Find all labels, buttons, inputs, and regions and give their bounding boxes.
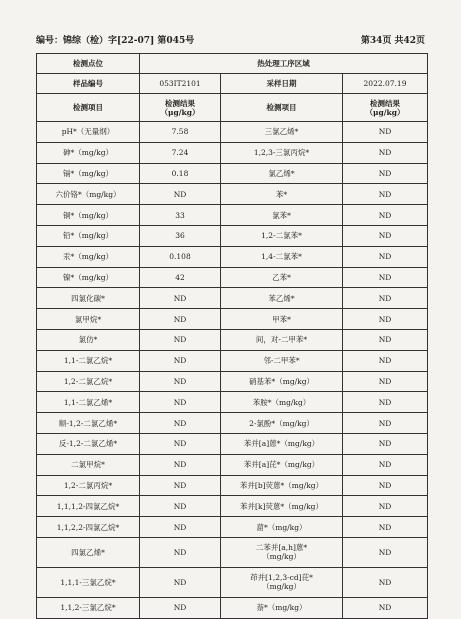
col-result-left-label: 检测结果 xyxy=(165,98,195,108)
result-right: ND xyxy=(343,454,428,475)
result-left: 36 xyxy=(140,225,221,246)
table-row xyxy=(37,142,428,163)
item-left: 镉*（mg/kg） xyxy=(37,163,140,184)
sample-row xyxy=(37,74,428,94)
result-left: 0.18 xyxy=(140,163,221,184)
result-right: ND xyxy=(343,392,428,413)
item-right: 苯并[k]荧蒽*（mg/kg） xyxy=(221,496,343,517)
report-header xyxy=(36,33,425,46)
item-left: 六价铬*（mg/kg） xyxy=(37,184,140,205)
item-left: 1,1,2,2-四氯乙烷* xyxy=(37,517,140,538)
item-left: 镍*（mg/kg） xyxy=(37,267,140,288)
location-row xyxy=(37,54,428,74)
table-row xyxy=(37,205,428,226)
result-left: ND xyxy=(140,329,221,350)
result-left: ND xyxy=(140,392,221,413)
sample-date-value: 2022.07.19 xyxy=(343,74,428,94)
table-row xyxy=(37,288,428,309)
result-right: ND xyxy=(343,371,428,392)
item-right-name: 茚并[1,2,3-cd]芘* xyxy=(250,573,313,583)
item-right-unit: （mg/kg） xyxy=(262,552,301,562)
result-left: 42 xyxy=(140,267,221,288)
item-left: 1,2-二氯丙烷* xyxy=(37,475,140,496)
column-header-row xyxy=(37,94,428,122)
item-left: 二氯甲烷* xyxy=(37,454,140,475)
result-left: ND xyxy=(140,496,221,517)
item-right: 乙苯* xyxy=(221,267,343,288)
col-result-right-label: 检测结果 xyxy=(370,98,401,108)
result-left: ND xyxy=(140,517,221,538)
item-left: 氯甲烷* xyxy=(37,309,140,330)
result-right: ND xyxy=(343,496,428,517)
results-table xyxy=(36,53,428,619)
table-row xyxy=(37,225,428,246)
item-left: 铜*（mg/kg） xyxy=(37,205,140,226)
table-row xyxy=(37,454,428,475)
table-row xyxy=(37,392,428,413)
item-left: 反-1,2-二氯乙烯* xyxy=(37,433,140,454)
result-left: ND xyxy=(140,371,221,392)
item-right: 硝基苯*（mg/kg） xyxy=(221,371,343,392)
item-left: 1,1-二氯乙烯* xyxy=(37,392,140,413)
table-row xyxy=(37,517,428,538)
item-left: 顺-1,2-二氯乙烯* xyxy=(37,413,140,434)
item-right: 䓛*（mg/kg） xyxy=(221,517,343,538)
table-row xyxy=(37,267,428,288)
result-right: ND xyxy=(343,475,428,496)
item-right: 苯并[b]荧蒽*（mg/kg） xyxy=(221,475,343,496)
item-right: 1,2-二氯苯* xyxy=(221,225,343,246)
item-left: 1,1-二氯乙烷* xyxy=(37,350,140,371)
location-value: 热处理工序区域 xyxy=(140,54,428,74)
item-right: 三氯乙烯* xyxy=(221,122,343,143)
col-result-right xyxy=(343,94,428,122)
table-row xyxy=(37,329,428,350)
col-result-right-unit: （μg/kg） xyxy=(365,107,405,117)
result-right: ND xyxy=(343,537,428,567)
table-row xyxy=(37,309,428,330)
result-left: ND xyxy=(140,454,221,475)
result-right: ND xyxy=(343,329,428,350)
item-left: 四氯化碳* xyxy=(37,288,140,309)
result-right: ND xyxy=(343,567,428,597)
item-left: 砷*（mg/kg） xyxy=(37,142,140,163)
col-result-left xyxy=(140,94,221,122)
result-right: ND xyxy=(343,184,428,205)
item-right: 萘*（mg/kg） xyxy=(221,597,343,618)
location-label: 检测点位 xyxy=(37,54,140,74)
result-right: ND xyxy=(343,350,428,371)
result-left: ND xyxy=(140,350,221,371)
table-row xyxy=(37,475,428,496)
result-left: ND xyxy=(140,475,221,496)
table-row xyxy=(37,371,428,392)
result-left: ND xyxy=(140,597,221,618)
sample-date-label: 采样日期 xyxy=(221,74,343,94)
result-left: ND xyxy=(140,413,221,434)
result-left: ND xyxy=(140,184,221,205)
table-row xyxy=(37,597,428,618)
col-item-right: 检测项目 xyxy=(221,94,343,122)
table-row xyxy=(37,350,428,371)
result-right: ND xyxy=(343,225,428,246)
col-result-left-unit: （μg/kg） xyxy=(160,107,200,117)
table-row xyxy=(37,122,428,143)
result-left: ND xyxy=(140,537,221,567)
report-number: 编号：锦综（检）字[22-07] 第045号 xyxy=(36,36,195,46)
item-right: 苯胺*（mg/kg） xyxy=(221,392,343,413)
item-left: pH*（无量纲） xyxy=(37,122,140,143)
result-right: ND xyxy=(343,122,428,143)
result-left: ND xyxy=(140,288,221,309)
result-left: 7.24 xyxy=(140,142,221,163)
item-right: 苯乙烯* xyxy=(221,288,343,309)
item-right-name: 二苯并[a,h]蒽* xyxy=(255,543,308,553)
result-left: ND xyxy=(140,567,221,597)
result-left: 7.58 xyxy=(140,122,221,143)
result-right: ND xyxy=(343,413,428,434)
col-item-left: 检测项目 xyxy=(37,94,140,122)
sample-id-value: 053IT2101 xyxy=(140,74,221,94)
item-right: 甲苯* xyxy=(221,309,343,330)
result-right: ND xyxy=(343,517,428,538)
item-right: 间，对-二甲苯* xyxy=(221,329,343,350)
table-row xyxy=(37,246,428,267)
result-right: ND xyxy=(343,246,428,267)
item-left: 1,1,1-三氯乙烷* xyxy=(37,567,140,597)
item-left: 1,1,1,2-四氯乙烷* xyxy=(37,496,140,517)
result-left: 33 xyxy=(140,205,221,226)
page-indicator: 第34页 共42页 xyxy=(360,36,425,46)
table-row xyxy=(37,433,428,454)
item-right: 苯并[a]芘*（mg/kg） xyxy=(221,454,343,475)
result-right: ND xyxy=(343,205,428,226)
result-right: ND xyxy=(343,597,428,618)
item-right: 1,4-二氯苯* xyxy=(221,246,343,267)
item-right xyxy=(221,537,343,567)
result-left: ND xyxy=(140,433,221,454)
result-right: ND xyxy=(343,288,428,309)
table-row xyxy=(37,567,428,597)
result-right: ND xyxy=(343,267,428,288)
item-right: 氯苯* xyxy=(221,205,343,226)
item-left: 氯仿* xyxy=(37,329,140,350)
item-right: 2-氯酚*（mg/kg） xyxy=(221,413,343,434)
result-right: ND xyxy=(343,142,428,163)
table-row xyxy=(37,163,428,184)
result-right: ND xyxy=(343,433,428,454)
item-left: 汞*（mg/kg） xyxy=(37,246,140,267)
item-left: 铅*（mg/kg） xyxy=(37,225,140,246)
item-left: 四氯乙烯* xyxy=(37,537,140,567)
result-right: ND xyxy=(343,309,428,330)
item-right: 苯并[a]蒽*（mg/kg） xyxy=(221,433,343,454)
item-right: 邻-二甲苯* xyxy=(221,350,343,371)
table-row xyxy=(37,496,428,517)
result-left: ND xyxy=(140,309,221,330)
result-right: ND xyxy=(343,163,428,184)
item-right xyxy=(221,567,343,597)
item-left: 1,1,2-三氯乙烷* xyxy=(37,597,140,618)
sample-id-label: 样品编号 xyxy=(37,74,140,94)
table-row xyxy=(37,413,428,434)
item-right: 氯乙烯* xyxy=(221,163,343,184)
item-left: 1,2-二氯乙烷* xyxy=(37,371,140,392)
table-row xyxy=(37,184,428,205)
item-right-unit: （mg/kg） xyxy=(262,582,301,592)
result-left: 0.108 xyxy=(140,246,221,267)
table-row xyxy=(37,537,428,567)
item-right: 1,2,3-三氯丙烷* xyxy=(221,142,343,163)
item-right: 苯* xyxy=(221,184,343,205)
